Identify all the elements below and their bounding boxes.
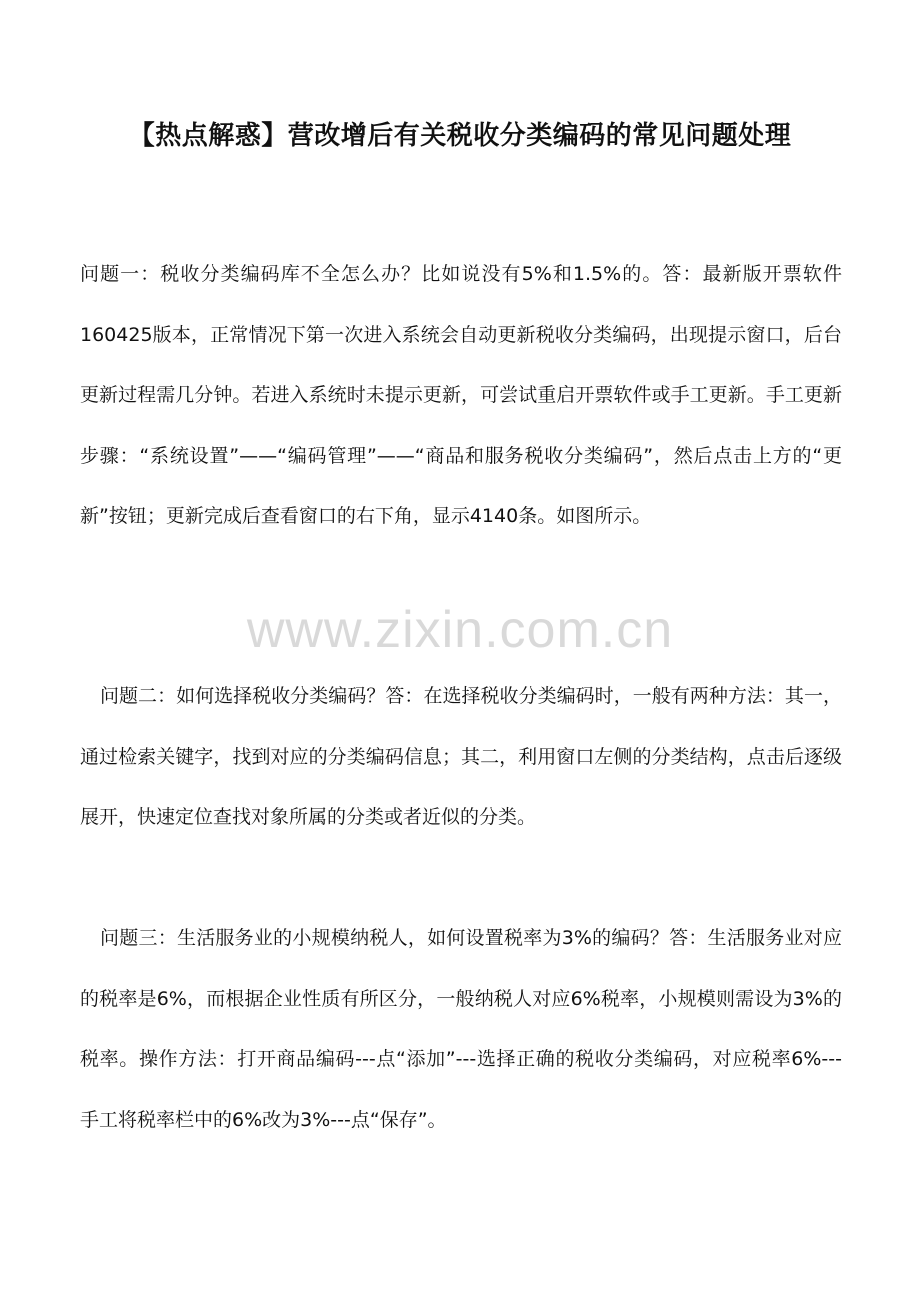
paragraph-question-1: 问题一：税收分类编码库不全怎么办？比如说没有5%和1.5%的。答：最新版开票软件160425版本，正常情况下第一次进入系统会自动更新税收分类编码，出现提示窗口，后台更新过程需几分钟。若进入系统时未提示更新，可尝试重启开票软件或手工更新。手工更新步骤：“系统设置”——“编码管理”——“商品和服务税收分类编码”，然后点击上方的“更新”按钮；更新完成后查看窗口的右下角，显示4140条。如图所示。 [80,263,842,528]
watermark: www.zixin.com.cn [246,601,674,659]
document-title: 【热点解惑】营改增后有关税收分类编码的常见问题处理 [128,121,792,151]
paragraph-question-2: 问题二：如何选择税收分类编码？答：在选择税收分类编码时，一般有两种方法：其一，通过检索关键字，找到对应的分类编码信息；其二，利用窗口左侧的分类结构，点击后逐级展开，快速定位查找对象所属的分类或者近似的分类。 [80,685,842,829]
paragraph-question-3: 问题三：生活服务业的小规模纳税人，如何设置税率为3%的编码？答：生活服务业对应的税率是6%，而根据企业性质有所区分，一般纳税人对应6%税率，小规模则需设为3%的税率。操作方法：打开商品编码---点“添加”---选择正确的税收分类编码，对应税率6%--- 手工将税率栏中的6%改为3%---点“保存”。 [80,927,842,1131]
